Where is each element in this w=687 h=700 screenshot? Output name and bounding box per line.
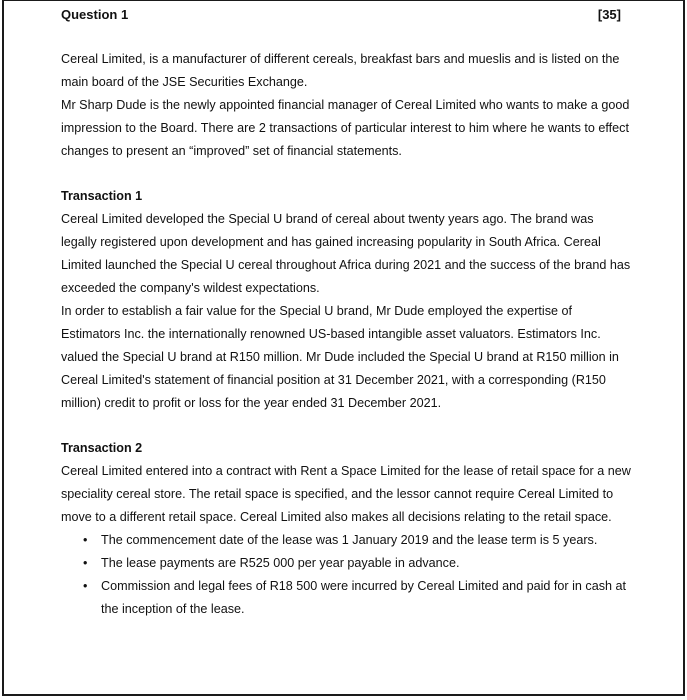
intro-paragraph-1: Cereal Limited, is a manufacturer of different cereals, breakfast bars and mueslis and is listed on the main board of the JSE Securities Exchange. <box>61 52 620 89</box>
document-page <box>2 0 685 696</box>
intro-paragraph-2: Mr Sharp Dude is the newly appointed financial manager of Cereal Limited who wants to make a good impression to the Board. There are 2 transactions of particular interest to him where he wants to effect changes to present an “improved” set of financial statements. <box>61 98 630 158</box>
transaction-1-heading: Transaction 1 <box>61 189 143 203</box>
question-body <box>61 48 631 621</box>
transaction-1-paragraph-2: In order to establish a fair value for the Special U brand, Mr Dude employed the expertise of Estimators Inc. the internationally renowned US-based intangible asset valuators. Estimators Inc. valued the Special U brand at R150 million. Mr Dude included the Special U brand at R150 million in Cereal Limited's statement of financial position at 31 December 2021, with a corresponding (R150 million) credit to profit or loss for the year ended 31 December 2021. <box>61 304 619 410</box>
question-header <box>61 7 621 22</box>
list-item: • The lease payments are R525 000 per year payable in advance. <box>61 552 631 575</box>
transaction-2-paragraph-1: Cereal Limited entered into a contract with Rent a Space Limited for the lease of retail space for a new speciality cereal store. The retail space is specified, and the lessor cannot require Cereal Limited to move to a different retail space. Cereal Limited also makes all decisions relating to the retail space. <box>61 464 631 524</box>
lease-details-list <box>61 529 631 621</box>
transaction-1-paragraph-1: Cereal Limited developed the Special U brand of cereal about twenty years ago. The brand was legally registered upon development and has gained increasing popularity in South Africa. Cereal Limited launched the Special U cereal throughout Africa during 2021 and the success of the brand has exceeded the company's wildest expectations. <box>61 212 631 295</box>
question-title: Question 1 <box>61 7 129 22</box>
list-item: • The commencement date of the lease was 1 January 2019 and the lease term is 5 years. <box>61 529 631 552</box>
question-marks: [35] <box>597 7 621 22</box>
transaction-2-heading: Transaction 2 <box>61 441 143 455</box>
list-item: • Commission and legal fees of R18 500 were incurred by Cereal Limited and paid for in cash at the inception of the lease. <box>61 575 631 621</box>
